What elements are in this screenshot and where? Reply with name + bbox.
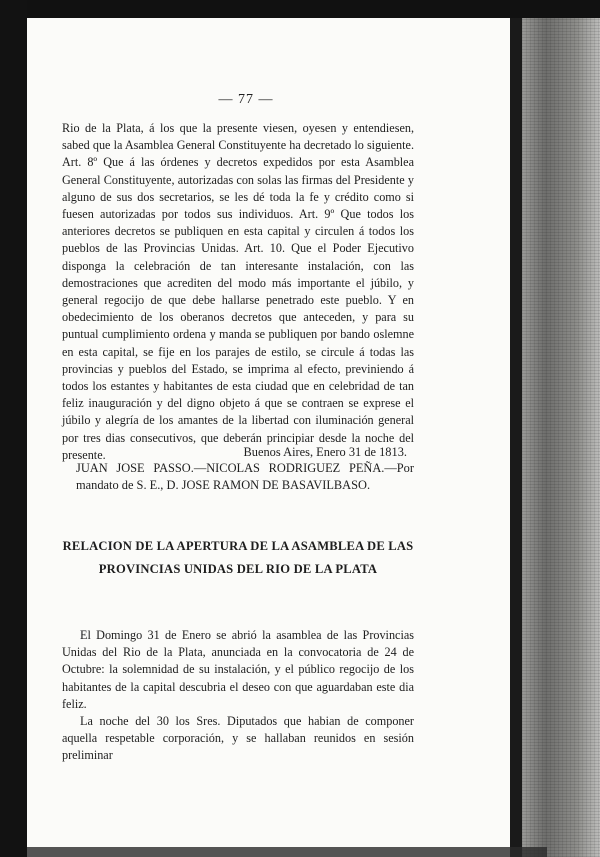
scan-border-top xyxy=(0,0,600,18)
date-line: Buenos Aires, Enero 31 de 1813. xyxy=(243,445,407,459)
signatures-text: JUAN JOSE PASSO.—NICOLAS RODRIGUEZ PEÑA.—Por mandato de S. E., D. JOSE RAMON DE BASAVILBASO. xyxy=(76,461,414,492)
scan-border-left xyxy=(0,0,27,857)
page-number: — 77 — xyxy=(218,92,274,107)
scan-margin-shadow xyxy=(522,18,600,857)
relation-paragraph-2: La noche del 30 los Sres. Diputados que habian de componer aquella respetable corporación, y se hallaban reunidos en sesión preliminar xyxy=(62,714,414,763)
scan-border-bottom xyxy=(27,847,547,857)
decree-paragraph: Rio de la Plata, á los que la presente viesen, oyesen y entendiesen, sabed que la Asamblea General Constituyente ha decretado lo siguiente. Art. 8º Que á las órdenes y decretos expedidos por esta Asamblea General Constituyente, autorizadas con solas las firmas del Presidente y alguno de sus dos secretarios, se les dé toda la fe y crédito como si fuesen autorizadas por todos sus individuos. Art. 9º Que todos los anteriores decretos se publiquen en esta capital y circulen á todos los pueblos de las Provincias Unidas. Art. 10. Que el Poder Ejecutivo disponga la celebración de tan interesante instalación, con las demostraciones que acrediten del modo más importante el júbilo, y general regocijo de que debe hallarse penetrado este pueblo. Y en obedecimiento de los oberanos decretos que anteceden, y para su puntual cumplimiento ordena y manda se publiquen por bando oslemne en esta capital, se fije en los parajes de estilo, se circule á todas las provincias y pueblos del Estado, se imprima al efecto, previniendo á todos los estantes y habitantes de esta ciudad que en celebridad de tan feliz inauguración y del digno objeto á que se contraen se exprese el júbilo y alegría de los amantes de la libertad con iluminación general por tres dias consecutivos, que deberán principiar desde la noche del presente. xyxy=(62,121,414,462)
section-heading-line-1: RELACION DE LA APERTURA DE LA ASAMBLEA DE LAS xyxy=(62,539,414,553)
relation-text xyxy=(62,627,414,765)
decree-text xyxy=(62,120,414,464)
signatures xyxy=(62,460,414,494)
relation-paragraph-1: El Domingo 31 de Enero se abrió la asamblea de las Provincias Unidas del Rio de la Plata, anunciada en la convocatoria de 24 de Octubre: la solemnidad de su instalación, y el público regocijo de los habitantes de la capital descubria el deseo con que aguardaban este dia feliz. xyxy=(62,628,414,711)
section-heading-line-2: PROVINCIAS UNIDAS DEL RIO DE LA PLATA xyxy=(98,562,378,576)
